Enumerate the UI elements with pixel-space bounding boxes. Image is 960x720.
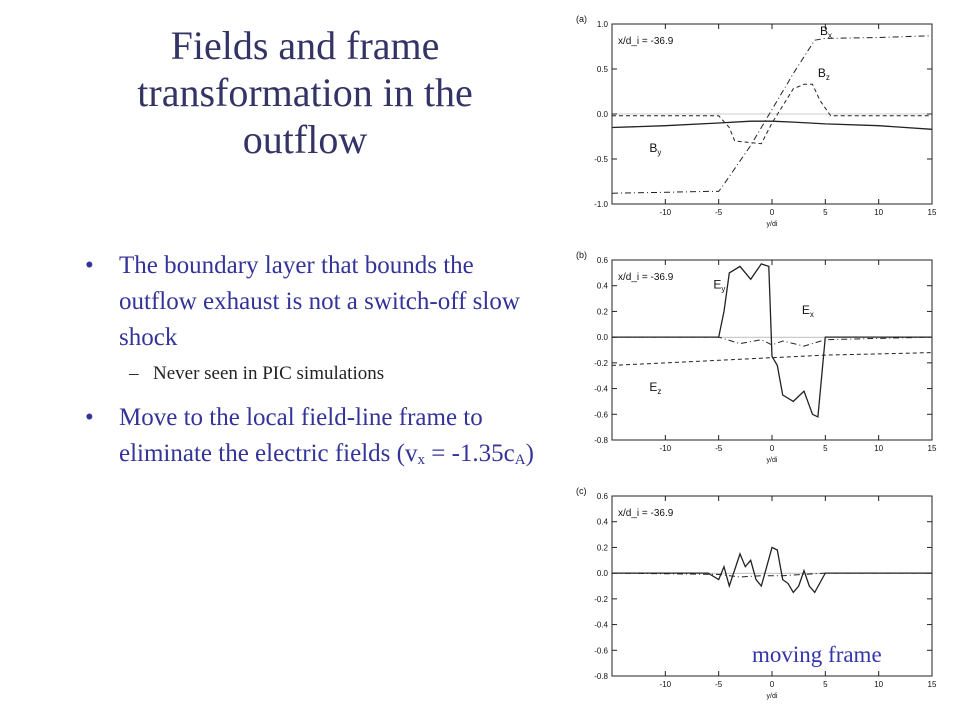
x-tick-label: -10 [659, 208, 672, 217]
x-tick-label: 15 [927, 208, 937, 217]
x-tick-label: 10 [874, 680, 884, 689]
panel-label: (a) [576, 14, 587, 24]
x-tick-label: -5 [715, 208, 723, 217]
series-label: $E_z$ [649, 380, 662, 397]
position-annotation: x/d_i = -36.9 [618, 272, 674, 283]
bullet-item [85, 400, 545, 478]
x-tick-label: -5 [715, 444, 723, 453]
x-tick-label: 0 [769, 444, 775, 453]
y-tick-label: -0.8 [594, 672, 608, 681]
chart-panel-a [570, 12, 945, 230]
panel-label: (c) [576, 486, 587, 496]
sub-bullet-dash: – [129, 363, 139, 384]
bullet-list [85, 248, 545, 478]
series-label: $B_z$ [817, 66, 830, 83]
x-tick-label: 0 [769, 208, 775, 217]
series-label: $B_x$ [820, 23, 833, 40]
y-tick-label: -0.6 [594, 646, 608, 656]
x-tick-label: 15 [927, 444, 937, 453]
series-label: $E_y$ [713, 277, 726, 294]
y-tick-label: -0.8 [594, 436, 608, 445]
y-tick-label: 0.4 [596, 517, 608, 527]
y-tick-label: 0.2 [596, 307, 608, 317]
series-line [612, 121, 932, 129]
x-tick-label: -10 [659, 444, 672, 453]
y-tick-label: -0.2 [594, 358, 608, 368]
y-tick-label: -1.0 [594, 200, 608, 209]
series-line [612, 36, 932, 194]
y-tick-label: 0.2 [596, 543, 608, 553]
position-annotation: x/d_i = -36.9 [618, 508, 674, 519]
bullet-text-1: The boundary layer that bounds the outflow exhaust is not a switch-off slow shock [119, 252, 520, 351]
y-tick-label: 0.4 [596, 281, 608, 291]
chart-panel-b [570, 248, 945, 466]
x-axis-label: y/di [766, 221, 778, 228]
slide-title: Fields and frame transformation in the outflow [137, 23, 473, 162]
series-label: $B_y$ [649, 140, 662, 157]
chart-svg-a [570, 12, 945, 230]
x-tick-label: -10 [659, 680, 672, 689]
x-tick-label: 15 [927, 680, 937, 689]
panel-label: (b) [576, 250, 587, 260]
chart-svg-c [570, 484, 945, 702]
bullet-dot: • [85, 252, 94, 279]
x-tick-label: -5 [715, 680, 723, 689]
x-tick-label: 5 [823, 680, 828, 689]
y-tick-label: 1.0 [596, 20, 608, 29]
y-tick-label: 0.0 [596, 333, 608, 343]
y-tick-label: -0.6 [594, 410, 608, 420]
y-tick-label: -0.4 [594, 384, 608, 394]
series-line [612, 547, 932, 592]
y-tick-label: -0.2 [594, 594, 608, 604]
y-tick-label: 0.0 [596, 569, 608, 579]
series-label: $E_x$ [801, 303, 814, 319]
y-tick-label: -0.4 [594, 620, 608, 630]
moving-frame-label: moving frame [752, 642, 882, 667]
x-tick-label: 5 [823, 208, 828, 217]
y-tick-label: 0.6 [596, 256, 608, 265]
x-axis-label: y/di [766, 457, 778, 464]
y-tick-label: 0.5 [596, 65, 608, 74]
sub-bullet-item [85, 360, 545, 388]
bullet-dot: • [85, 404, 94, 431]
chart-svg-b [570, 248, 945, 466]
position-annotation: x/d_i = -36.9 [618, 36, 674, 47]
x-tick-label: 5 [823, 444, 828, 453]
x-tick-label: 0 [769, 680, 775, 689]
x-axis-label: y/di [766, 693, 778, 700]
y-tick-label: 0.0 [596, 110, 608, 119]
y-tick-label: 0.6 [596, 492, 608, 501]
chart-panel-c [570, 484, 945, 702]
sub-bullet-text: Never seen in PIC simulations [153, 363, 385, 384]
y-tick-label: -0.5 [594, 155, 608, 164]
x-tick-label: 10 [874, 208, 884, 217]
bullet-item [85, 248, 545, 356]
bullet-text-2: Move to the local field-line frame to eliminate the electric fields $(v_x = -1.35c_A)$ [119, 404, 534, 468]
x-tick-label: 10 [874, 444, 884, 453]
